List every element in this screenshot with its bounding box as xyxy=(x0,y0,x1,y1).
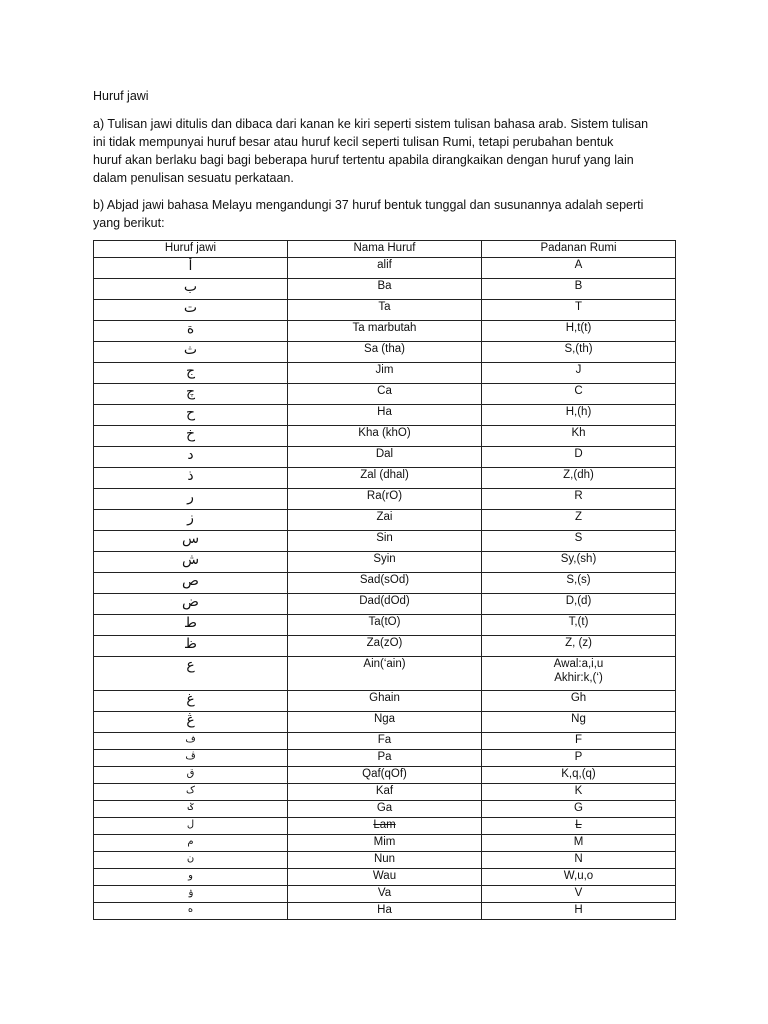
nama-huruf-cell: Ca xyxy=(288,384,482,405)
jawi-letter-cell: ز xyxy=(94,510,288,531)
jawi-letter-cell: أ xyxy=(94,258,288,279)
padanan-rumi-cell: F xyxy=(482,733,676,750)
padanan-rumi-cell: D,(d) xyxy=(482,594,676,615)
nama-huruf-cell: Ha xyxy=(288,903,482,920)
padanan-rumi-cell: H,(h) xyxy=(482,405,676,426)
padanan-rumi-cell: Kh xyxy=(482,426,676,447)
nama-huruf-cell: Kaf xyxy=(288,784,482,801)
table-row xyxy=(94,750,676,767)
table-row xyxy=(94,903,676,920)
nama-huruf-cell: Ta marbutah xyxy=(288,321,482,342)
table-row xyxy=(94,691,676,712)
jawi-letter-cell: ث xyxy=(94,342,288,363)
nama-huruf-cell: Mim xyxy=(288,835,482,852)
padanan-rumi-cell: Ng xyxy=(482,712,676,733)
jawi-letter-cell: ظ xyxy=(94,636,288,657)
jawi-letter-cell: د xyxy=(94,447,288,468)
nama-huruf-cell: Nga xyxy=(288,712,482,733)
jawi-letter-cell: و xyxy=(94,869,288,886)
jawi-letter-cell: ح xyxy=(94,405,288,426)
table-row xyxy=(94,573,676,594)
table-row xyxy=(94,321,676,342)
padanan-rumi-cell: H,t(t) xyxy=(482,321,676,342)
jawi-letter-cell: ل xyxy=(94,818,288,835)
table-row xyxy=(94,594,676,615)
table-row xyxy=(94,801,676,818)
nama-huruf-cell: Ba xyxy=(288,279,482,300)
padanan-rumi-cell: W,u,o xyxy=(482,869,676,886)
jawi-letter-cell: ه xyxy=(94,903,288,920)
padanan-rumi-line: Awal:a,i,u xyxy=(553,658,604,670)
nama-huruf-cell: Nun xyxy=(288,852,482,869)
table-row xyxy=(94,426,676,447)
padanan-rumi-cell: A xyxy=(482,258,676,279)
table-row xyxy=(94,258,676,279)
nama-huruf-cell: Pa xyxy=(288,750,482,767)
table-row xyxy=(94,657,676,691)
jawi-letter-cell: غ xyxy=(94,691,288,712)
jawi-letter-cell: م xyxy=(94,835,288,852)
jawi-letter-cell: س xyxy=(94,531,288,552)
paragraph-b-line: yang berikut: xyxy=(93,216,165,230)
paragraph-a-line: ini tidak mempunyai huruf besar atau huruf kecil seperti tulisan Rumi, tetapi perubahan bentuk xyxy=(93,135,614,149)
jawi-letter-cell: چ xyxy=(94,384,288,405)
jawi-letter-cell: ش xyxy=(94,552,288,573)
table-row xyxy=(94,615,676,636)
table-header-row xyxy=(94,241,676,258)
table-row xyxy=(94,784,676,801)
nama-huruf-cell: Syin xyxy=(288,552,482,573)
padanan-rumi-cell: Z,(dh) xyxy=(482,468,676,489)
table-row xyxy=(94,767,676,784)
nama-huruf-cell: Zal (dhal) xyxy=(288,468,482,489)
padanan-rumi-cell: L xyxy=(482,818,676,835)
table-row xyxy=(94,636,676,657)
padanan-rumi-cell: M xyxy=(482,835,676,852)
paragraph-a xyxy=(93,115,683,187)
jawi-letter-cell: ن xyxy=(94,852,288,869)
nama-huruf-cell: Wau xyxy=(288,869,482,886)
table-row xyxy=(94,489,676,510)
nama-huruf-cell: Kha (khO) xyxy=(288,426,482,447)
padanan-rumi-cell: B xyxy=(482,279,676,300)
jawi-letter-cell: ص xyxy=(94,573,288,594)
padanan-rumi-cell: G xyxy=(482,801,676,818)
table-row xyxy=(94,510,676,531)
table-row xyxy=(94,363,676,384)
nama-huruf-cell: Ta(tO) xyxy=(288,615,482,636)
padanan-rumi-cell: V xyxy=(482,886,676,903)
table-body xyxy=(94,258,676,920)
table-row xyxy=(94,869,676,886)
padanan-rumi-cell: H xyxy=(482,903,676,920)
nama-huruf-cell: Lam xyxy=(288,818,482,835)
nama-huruf-cell: alif xyxy=(288,258,482,279)
table-row xyxy=(94,342,676,363)
header-nama-huruf: Nama Huruf xyxy=(288,241,482,258)
padanan-rumi-cell: N xyxy=(482,852,676,869)
nama-huruf-cell: Ra(rO) xyxy=(288,489,482,510)
padanan-rumi-cell: K,q,(q) xyxy=(482,767,676,784)
padanan-rumi-cell: S,(th) xyxy=(482,342,676,363)
table-row xyxy=(94,733,676,750)
padanan-rumi-cell: T xyxy=(482,300,676,321)
table-row xyxy=(94,384,676,405)
padanan-rumi-cell: Sy,(sh) xyxy=(482,552,676,573)
padanan-rumi-cell: T,(t) xyxy=(482,615,676,636)
paragraph-a-line: huruf akan berlaku bagi bagi beberapa huruf tertentu apabila dirangkaikan dengan huruf yang lain xyxy=(93,153,634,167)
jawi-letter-cell: ة xyxy=(94,321,288,342)
table-row xyxy=(94,835,676,852)
paragraph-b xyxy=(93,196,683,232)
jawi-letter-cell: خ xyxy=(94,426,288,447)
padanan-rumi-cell: R xyxy=(482,489,676,510)
nama-huruf-cell: Sin xyxy=(288,531,482,552)
nama-huruf-cell: Ta xyxy=(288,300,482,321)
paragraph-a-line: a) Tulisan jawi ditulis dan dibaca dari kanan ke kiri seperti sistem tulisan bahasa arab. Sistem tulisan xyxy=(93,117,649,131)
padanan-rumi-cell: D xyxy=(482,447,676,468)
header-padanan-rumi: Padanan Rumi xyxy=(482,241,676,258)
table-row xyxy=(94,552,676,573)
jawi-letter-cell: ف xyxy=(94,733,288,750)
nama-huruf-cell: Ha xyxy=(288,405,482,426)
jawi-letter-cell: ڤ xyxy=(94,750,288,767)
padanan-rumi-cell: Z, (z) xyxy=(482,636,676,657)
jawi-letter-cell: ک xyxy=(94,784,288,801)
jawi-alphabet-table xyxy=(93,240,676,920)
nama-huruf-cell: Fa xyxy=(288,733,482,750)
padanan-rumi-cell: Z xyxy=(482,510,676,531)
table-row xyxy=(94,468,676,489)
padanan-rumi-cell: K xyxy=(482,784,676,801)
padanan-rumi-cell xyxy=(482,657,676,691)
jawi-letter-cell: ب xyxy=(94,279,288,300)
table-row xyxy=(94,279,676,300)
jawi-letter-cell: ۏ xyxy=(94,886,288,903)
nama-huruf-cell: Qaf(qOf) xyxy=(288,767,482,784)
jawi-letter-cell: ر xyxy=(94,489,288,510)
nama-huruf-cell: Sa (tha) xyxy=(288,342,482,363)
padanan-rumi-cell: P xyxy=(482,750,676,767)
jawi-letter-cell: ݢ xyxy=(94,801,288,818)
padanan-rumi-cell: S,(s) xyxy=(482,573,676,594)
table-row xyxy=(94,886,676,903)
jawi-letter-cell: ط xyxy=(94,615,288,636)
nama-huruf-cell: Ga xyxy=(288,801,482,818)
nama-huruf-cell: Va xyxy=(288,886,482,903)
nama-huruf-cell: Ghain xyxy=(288,691,482,712)
padanan-rumi-cell: S xyxy=(482,531,676,552)
jawi-letter-cell: ق xyxy=(94,767,288,784)
jawi-letter-cell: ت xyxy=(94,300,288,321)
nama-huruf-cell: Dad(dOd) xyxy=(288,594,482,615)
paragraph-b-line: b) Abjad jawi bahasa Melayu mengandungi 37 huruf bentuk tunggal dan susunannya adalah seperti xyxy=(93,198,644,212)
jawi-letter-cell: ڠ xyxy=(94,712,288,733)
table-row xyxy=(94,447,676,468)
table-row xyxy=(94,300,676,321)
document-heading: Huruf jawi xyxy=(93,89,149,103)
table-row xyxy=(94,818,676,835)
nama-huruf-cell: Dal xyxy=(288,447,482,468)
nama-huruf-cell: Sad(sOd) xyxy=(288,573,482,594)
padanan-rumi-line: Akhir:k,(‘) xyxy=(554,672,603,684)
table-row xyxy=(94,712,676,733)
jawi-letter-cell: ذ xyxy=(94,468,288,489)
nama-huruf-cell: Zai xyxy=(288,510,482,531)
jawi-letter-cell: ع xyxy=(94,657,288,691)
padanan-rumi-cell: J xyxy=(482,363,676,384)
padanan-rumi-cell: C xyxy=(482,384,676,405)
jawi-letter-cell: ج xyxy=(94,363,288,384)
header-huruf-jawi: Huruf jawi xyxy=(94,241,288,258)
paragraph-a-line: dalam penulisan sesuatu perkataan. xyxy=(93,171,294,185)
table-row xyxy=(94,405,676,426)
table-row xyxy=(94,531,676,552)
nama-huruf-cell: Jim xyxy=(288,363,482,384)
jawi-letter-cell: ض xyxy=(94,594,288,615)
padanan-rumi-cell: Gh xyxy=(482,691,676,712)
nama-huruf-cell: Za(zO) xyxy=(288,636,482,657)
table-row xyxy=(94,852,676,869)
nama-huruf-cell: Ain(‘ain) xyxy=(288,657,482,691)
